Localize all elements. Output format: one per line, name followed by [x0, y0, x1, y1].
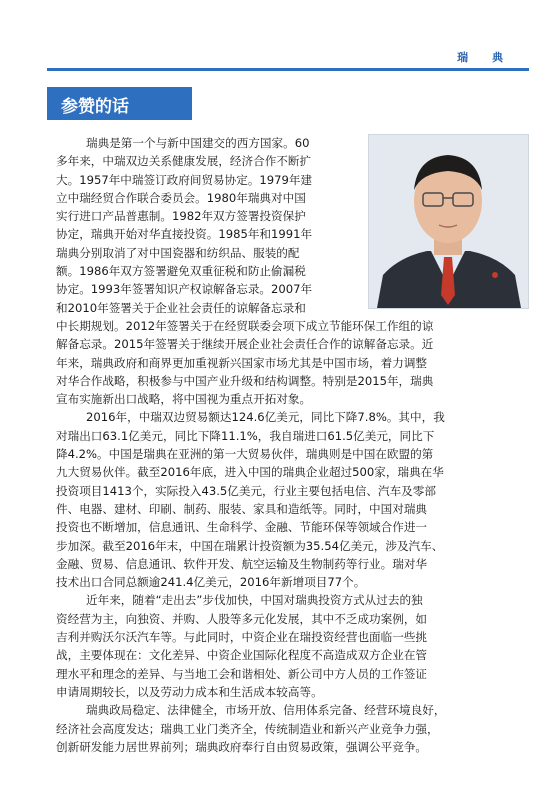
- text-line: 对瑞出口63.1亿美元，同比下降11.1%，我自瑞进口61.5亿美元，同比下: [56, 428, 435, 443]
- header-rule: [47, 68, 529, 71]
- text-line: 对华合作战略，积极参与中国产业升级和结构调整。特别是2015年，瑞典: [56, 373, 434, 388]
- text-line: 解备忘录。2015年签署关于继续开展企业社会责任合作的谅解备忘录。近: [56, 337, 434, 352]
- text-line: 实行进口产品普惠制。1982年双方签署投资保护: [56, 209, 306, 224]
- text-line: 中长期规划。2012年签署关于在经贸联委会项下成立节能环保工作组的谅: [56, 318, 434, 333]
- text-line: 技术出口合同总额逾241.4亿美元，2016年新增项目77个。: [56, 575, 366, 590]
- text-line: 件、电器、建材、印刷、制药、服装、家具和造纸等。同时，中国对瑞典: [56, 501, 428, 516]
- text-line: 2016年，中瑞双边贸易额达124.6亿美元，同比下降7.8%。其中，我: [86, 410, 445, 425]
- text-line: 宣布实施新出口战略，将中国视为重点开拓对象。: [56, 392, 312, 407]
- section-banner: [47, 87, 192, 120]
- text-line: 降4.2%。中国是瑞典在亚洲的第一大贸易伙伴，瑞典则是中国在欧盟的第: [56, 447, 434, 462]
- text-line: 投资也不断增加，信息通讯、生命科学、金融、节能环保等领域合作进一: [56, 520, 428, 535]
- header-label: 瑞 典: [457, 51, 513, 64]
- text-line: 投资项目1413个，实际投入43.5亿美元，行业主要包括电信、汽车及零部: [56, 483, 436, 498]
- text-line: 战，主要体现在：文化差异、中资企业国际化程度不高造成双方企业在管: [56, 648, 428, 663]
- text-line: 年来，瑞典政府和商界更加重视新兴国家市场尤其是中国市场，着力调整: [56, 355, 428, 370]
- text-line: 大。1957年中瑞签订政府间贸易协定。1979年建: [56, 172, 313, 187]
- text-line: 资经营为主，向独资、并购、人股等多元化发展，其中不乏成功案例，如: [56, 611, 428, 626]
- text-line: 多年来，中瑞双边关系健康发展，经济合作不断扩: [56, 154, 312, 169]
- text-line: 瑞典分别取消了对中国瓷器和纺织品、服装的配: [56, 245, 300, 260]
- text-line: 吉利并购沃尔沃汽车等。与此同时，中资企业在瑞投资经营也面临一些挑: [56, 630, 428, 645]
- text-line: 协定，瑞典开始对华直接投资。1985年和1991年: [56, 227, 313, 242]
- text-line: 瑞典是第一个与新中国建交的西方国家。60: [86, 136, 310, 150]
- article-body: [56, 134, 528, 756]
- text-line: 九大贸易伙伴。截至2016年底，进入中国的瑞典企业超过500家，瑞典在华: [56, 465, 444, 480]
- text-line: 瑞典政局稳定、法律健全，市场开放、信用体系完备、经营环境良好，: [86, 703, 446, 718]
- text-line: 额。1986年双方签署避免双重征税和防止偷漏税: [56, 264, 306, 279]
- text-line: 近年来，随着“走出去”步伐加快，中国对瑞典投资方式从过去的独: [86, 593, 423, 608]
- text-line: 协定。1993年签署知识产权谅解备忘录。2007年: [56, 282, 313, 297]
- section-title: 参赞的话: [61, 97, 129, 117]
- text-line: 申请周期较长，以及劳动力成本和生活成本较高等。: [56, 684, 323, 699]
- text-line: 和2010年签署关于企业社会责任的谅解备忘录和: [56, 300, 306, 315]
- text-line: 理水平和理念的差异、与当地工会和谐相处、新公司中方人员的工作签证: [56, 666, 428, 681]
- text-line: 步加深。截至2016年末，中国在瑞累计投资额为35.54亿美元，涉及汽车、: [56, 538, 444, 553]
- text-line: 创新研发能力居世界前列；瑞典政府奉行自由贸易政策，强调公平竞争。: [56, 739, 428, 754]
- text-line: 立中瑞经贸合作联合委员会。1980年瑞典对中国: [56, 190, 306, 205]
- text-line: 经济社会高度发达；瑞典工业门类齐全，传统制造业和新兴产业竞争力强，: [56, 721, 439, 736]
- text-line: 金融、贸易、信息通讯、软件开发、航空运输及生物制药等行业。瑞对华: [56, 556, 428, 571]
